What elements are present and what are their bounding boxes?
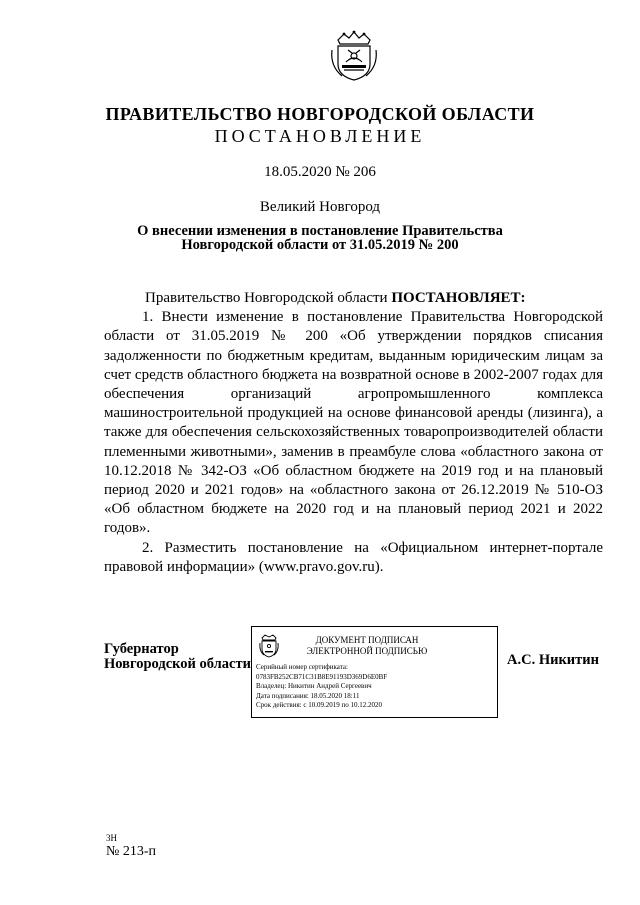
organization-title: ПРАВИТЕЛЬСТВО НОВГОРОДСКОЙ ОБЛАСТИ <box>105 104 535 124</box>
signatory-position <box>104 642 251 672</box>
document-type: ПОСТАНОВЛЕНИЕ <box>214 126 426 146</box>
item-2: 2. Разместить постановление на «Официальном интернет-портале правовой информации» (www.pravo.gov.ru). <box>104 539 603 575</box>
footer-code: 3Н <box>106 833 117 843</box>
position-line-2: Новгородской области <box>104 656 251 672</box>
preamble <box>104 289 603 308</box>
subject-line-1: О внесении изменения в постановление Правительства <box>137 223 503 239</box>
position-line-1: Губернатор <box>104 641 179 657</box>
cert-owner: Владелец: Никитин Андрей Сергеевич <box>256 682 372 691</box>
date-and-number: 18.05.2020 № 206 <box>264 164 376 180</box>
stamp-title-line-1: ДОКУМЕНТ ПОДПИСАН <box>315 635 419 645</box>
footer-number: № 213-п <box>106 844 157 859</box>
preamble-text: Правительство Новгородской области <box>145 290 392 306</box>
electronic-signature-stamp <box>251 626 498 718</box>
city: Великий Новгород <box>259 199 381 215</box>
signature-emblem-icon <box>258 632 280 659</box>
document-subject <box>100 224 540 252</box>
cert-label: Серийный номер сертификата: <box>256 663 348 671</box>
item-1: 1. Внести изменение в постановление Правительства Новгородской области от 31.05.2019 № 200 «Об утверждении порядков списания задолженности по бюджетным кредитам, выданным юридическим лицам за счет средств областного бюджета на возвратной основе в 2002-2007 годах для обеспечения организаций агропромышленного комплекса машиностроительной продукцией на основе финансовой аренды (лизинга), а также для обеспечения сельскохозяйственных товаропроизводителей области племенными животными», заменив в преамбуле слова «областного закона от 10.12.2018 № 342-ОЗ «Об областном бюджете на 2019 год и на плановый период 2020 и 2021 годов» на «областного закона от 26.12.2019 № 510-ОЗ «Об областном бюджете на 2020 год и на плановый период 2021 и 2022 годов». <box>104 309 603 537</box>
cert-number: 0783FB252CB71C31B8E91193D369D6E0BF <box>256 672 388 681</box>
cert-validity: Срок действия: с 10.09.2019 по 10.12.2020 <box>256 701 382 710</box>
footer-reference <box>106 832 156 858</box>
stamp-title <box>292 635 442 657</box>
signer-name: А.С. Никитин <box>507 652 599 668</box>
preamble-decree: ПОСТАНОВЛЯЕТ: <box>391 290 526 306</box>
stamp-title-line-2: ЭЛЕКТРОННОЙ ПОДПИСЬЮ <box>306 646 428 656</box>
subject-line-2: Новгородской области от 31.05.2019 № 200 <box>181 237 459 253</box>
document-body <box>104 289 603 577</box>
certificate-details <box>256 663 387 711</box>
signed-date: Дата подписания: 18.05.2020 18:11 <box>256 691 360 700</box>
coat-of-arms-icon <box>328 26 380 84</box>
